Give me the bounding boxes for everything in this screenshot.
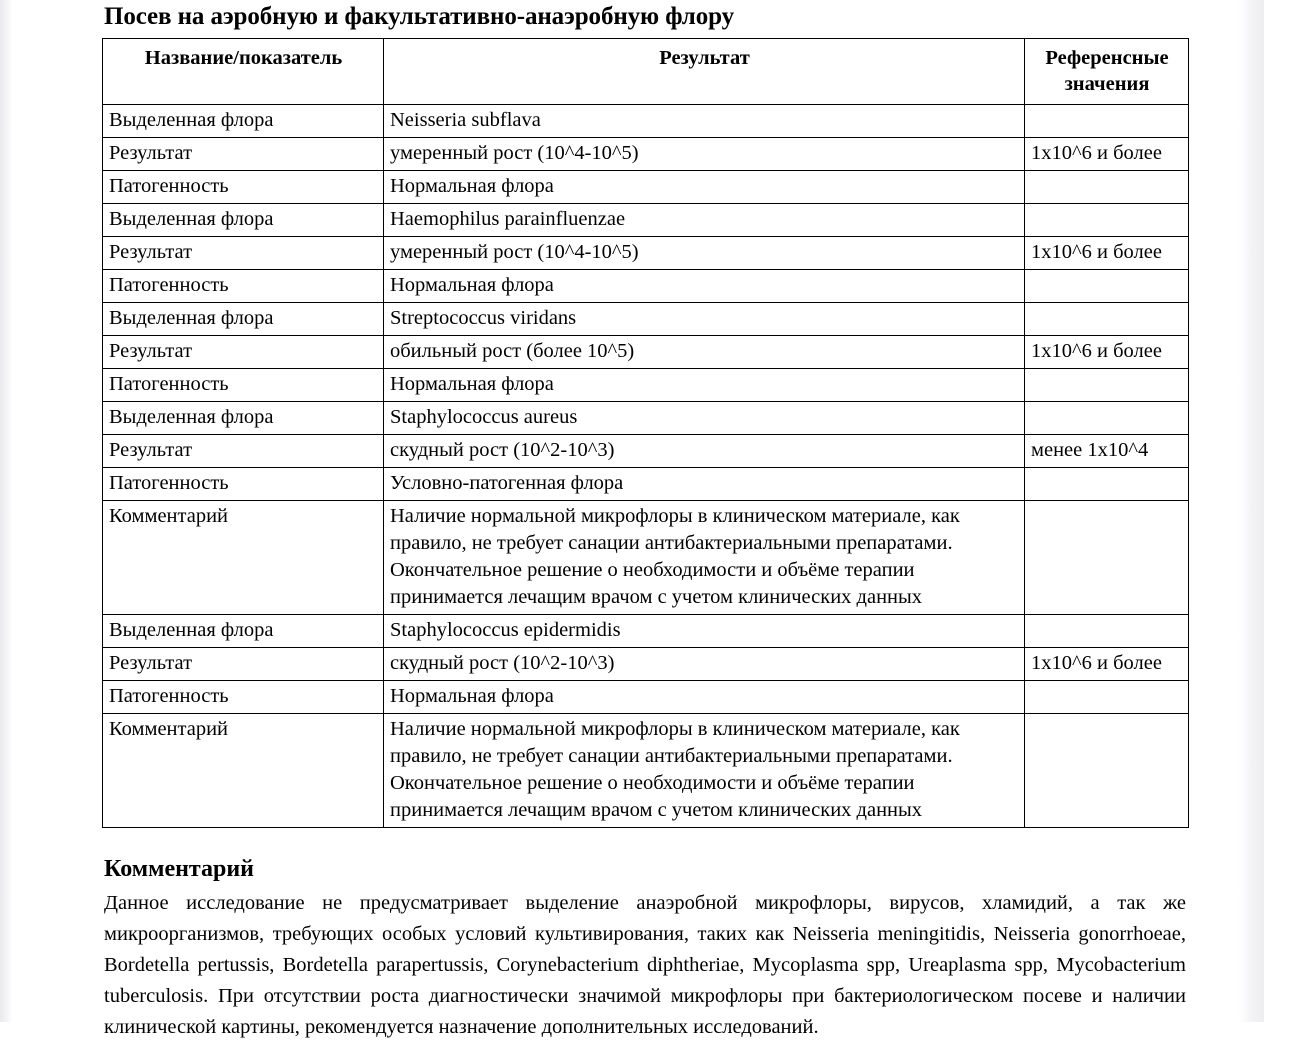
table-row [103,270,1189,303]
cell-result-line: принимается лечащим врачом с учетом клинических данных [390,799,923,821]
table-row [103,714,1189,828]
cell-result [384,501,1025,615]
cell-indicator-name: Выделенная флора [103,615,384,648]
cell-reference-value [1025,270,1189,303]
table-row [103,171,1189,204]
cell-result: Нормальная флора [384,270,1025,303]
cell-result: Neisseria subflava [384,105,1025,138]
table-row [103,501,1189,615]
cell-indicator-name: Комментарий [103,501,384,615]
cell-result-line: Окончательное решение о необходимости и объёме терапии [390,559,915,581]
cell-result-line: правило, не требует санации антибактериальными препаратами. [390,745,953,767]
cell-reference-value [1025,105,1189,138]
cell-indicator-name: Результат [103,237,384,270]
cell-reference-value [1025,303,1189,336]
cell-reference-value [1025,615,1189,648]
cell-reference-value: 1x10^6 и более [1025,138,1189,171]
cell-result [384,714,1025,828]
cell-result-line: Окончательное решение о необходимости и объёме терапии [390,772,915,794]
cell-result-line: правило, не требует санации антибактериальными препаратами. [390,532,953,554]
table-row [103,105,1189,138]
column-header-result: Результат [384,39,1025,105]
cell-indicator-name: Результат [103,648,384,681]
comment-section-heading: Комментарий [104,856,255,882]
cell-indicator-name: Патогенность [103,369,384,402]
cell-reference-value [1025,681,1189,714]
cell-result: умеренный рост (10^4-10^5) [384,237,1025,270]
comment-section-body: Данное исследование не предусматривает выделение анаэробной микрофлоры, вирусов, хламидий, а так же микроорганизмов, требующих особых условий культивирования, таких как Neisseria meningitidis, Neisseria gonorrhoeae, Bordetella pertussis, Bordetella parapertussis, Corynebacterium diphtheriae, Mycoplasma spp, Ureaplasma spp, Mycobacterium tuberculosis. При отсутствии роста диагностически значимой микрофлоры при бактериологическом посеве и наличии клинической картины, рекомендуется назначение дополнительных исследований. [104,892,1186,1038]
cell-indicator-name: Патогенность [103,681,384,714]
cell-reference-value: 1x10^6 и более [1025,336,1189,369]
cell-indicator-name: Результат [103,435,384,468]
cell-result: скудный рост (10^2-10^3) [384,648,1025,681]
table-row [103,204,1189,237]
table-row [103,681,1189,714]
table-row [103,402,1189,435]
cell-indicator-name: Выделенная флора [103,204,384,237]
cell-result-line: принимается лечащим врачом с учетом клинических данных [390,586,923,608]
table-row [103,648,1189,681]
cell-indicator-name: Патогенность [103,270,384,303]
cell-result: Нормальная флора [384,369,1025,402]
table-header-row [103,39,1189,105]
cell-result-line: Наличие нормальной микрофлоры в клиническом материале, как [390,718,960,740]
page-right-gutter [1238,0,1264,1022]
table-body [103,105,1189,828]
cell-reference-value [1025,468,1189,501]
cell-reference-value: менее 1x10^4 [1025,435,1189,468]
cell-result: Staphylococcus aureus [384,402,1025,435]
cell-result: Haemophilus parainfluenzae [384,204,1025,237]
cell-indicator-name: Выделенная флора [103,303,384,336]
cell-reference-value [1025,171,1189,204]
cell-indicator-name: Выделенная флора [103,105,384,138]
cell-result: умеренный рост (10^4-10^5) [384,138,1025,171]
cell-result: скудный рост (10^2-10^3) [384,435,1025,468]
lab-results-table [102,38,1189,828]
table-row [103,615,1189,648]
cell-indicator-name: Патогенность [103,468,384,501]
cell-result: Нормальная флора [384,681,1025,714]
table-row [103,468,1189,501]
cell-reference-value [1025,402,1189,435]
cell-reference-value [1025,369,1189,402]
column-header-reference: Референсные значения [1025,39,1189,105]
table-row [103,303,1189,336]
page-title: Посев на аэробную и факультативно-анаэробную флору [104,3,734,30]
vertical-scrollbar[interactable] [1268,0,1282,1022]
cell-result: Условно-патогенная флора [384,468,1025,501]
table-row [103,336,1189,369]
page-content [102,0,1188,1043]
cell-result: Streptococcus viridans [384,303,1025,336]
cell-indicator-name: Результат [103,138,384,171]
cell-result: Staphylococcus epidermidis [384,615,1025,648]
cell-reference-value: 1x10^6 и более [1025,648,1189,681]
cell-reference-value [1025,714,1189,828]
cell-reference-value [1025,204,1189,237]
column-header-name: Название/показатель [103,39,384,105]
cell-indicator-name: Патогенность [103,171,384,204]
table-row [103,138,1189,171]
cell-reference-value: 1x10^6 и более [1025,237,1189,270]
cell-indicator-name: Выделенная флора [103,402,384,435]
cell-result: обильный рост (более 10^5) [384,336,1025,369]
table-row [103,369,1189,402]
cell-reference-value [1025,501,1189,615]
page-left-gutter [0,0,13,1022]
cell-result-line: Наличие нормальной микрофлоры в клиническом материале, как [390,505,960,527]
table-row [103,237,1189,270]
table-row [103,435,1189,468]
cell-result: Нормальная флора [384,171,1025,204]
cell-indicator-name: Комментарий [103,714,384,828]
cell-indicator-name: Результат [103,336,384,369]
